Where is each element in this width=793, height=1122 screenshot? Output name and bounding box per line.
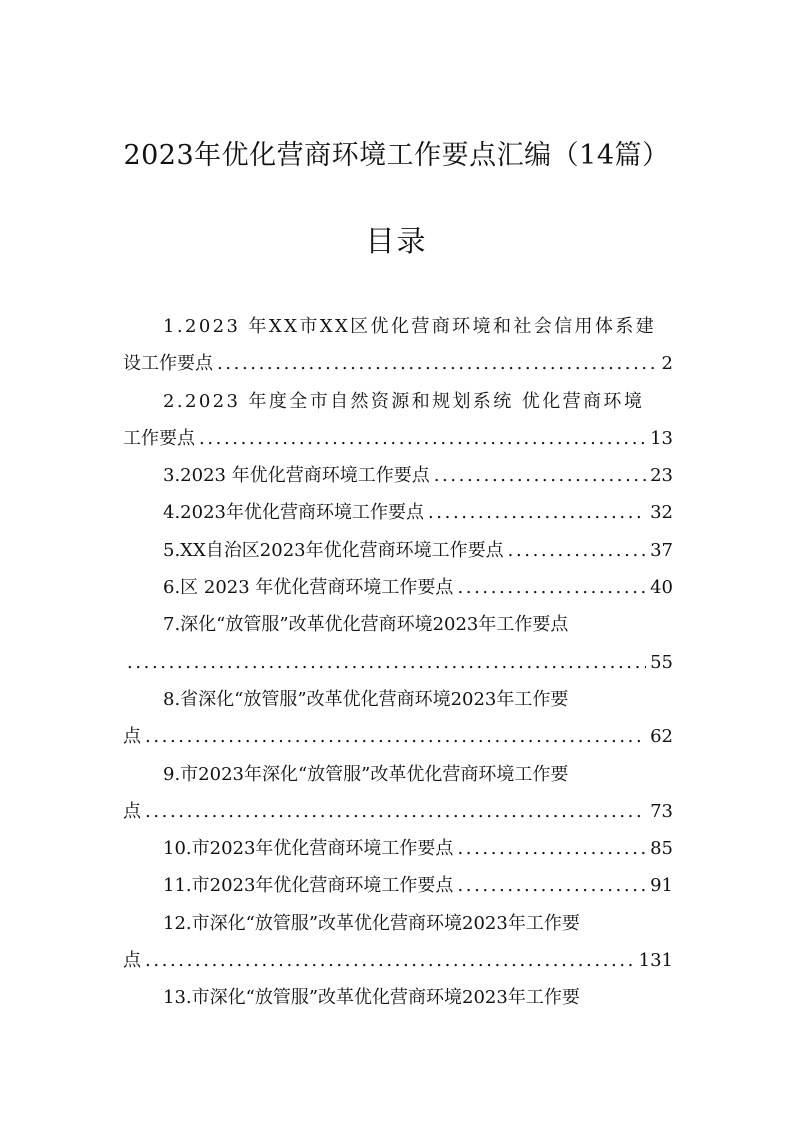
toc-entry-7-line1[interactable] [123, 606, 673, 643]
toc-page-number: 40 [650, 577, 673, 599]
toc-entry-11[interactable] [123, 867, 673, 904]
toc-page-number: 91 [650, 875, 673, 897]
toc-entry-title: 6.区 2023 年优化营商环境工作要点 [163, 577, 454, 599]
dot-leader [217, 345, 658, 382]
toc-entry-title-cont: 点 [123, 726, 141, 748]
toc-entry-4[interactable] [123, 494, 673, 531]
dot-leader [508, 532, 646, 569]
toc-entry-9-line1[interactable] [123, 756, 673, 793]
toc-entry-9-line2[interactable] [123, 793, 673, 830]
toc-entry-7-line2[interactable] [123, 644, 673, 681]
toc-entry-2-line2[interactable] [123, 420, 673, 457]
toc-entry-title-cont: 点 [123, 800, 141, 822]
toc-entry-title: 4.2023年优化营商环境工作要点 [163, 502, 424, 524]
toc-entry-title: 12.市深化“放管服”改革优化营商环境2023年工作要 [163, 912, 580, 934]
toc-entry-title: 13.市深化“放管服”改革优化营商环境2023年工作要 [163, 987, 580, 1009]
toc-page-number: 55 [650, 651, 673, 673]
toc-page-number: 37 [650, 539, 673, 561]
toc-entry-13-line1[interactable] [123, 979, 673, 1016]
toc-page-number: 62 [650, 726, 673, 748]
toc-page-number: 131 [638, 950, 673, 972]
toc-entry-12-line2[interactable] [123, 942, 673, 979]
toc-entry-title: 11.市2023年优化营商环境工作要点 [163, 875, 454, 897]
toc-page-number: 13 [650, 427, 673, 449]
toc-page-number: 73 [650, 800, 673, 822]
toc-entry-2-line1[interactable] [123, 383, 673, 420]
toc-entry-1-line2[interactable] [123, 345, 673, 382]
dot-leader [434, 457, 646, 494]
toc-entry-title-cont: 点 [123, 950, 141, 972]
toc-page-number: 85 [650, 838, 673, 860]
toc-page-number: 23 [650, 465, 673, 487]
dot-leader [457, 867, 646, 904]
toc-entry-title: 2.2023 年度全市自然资源和规划系统 优化营商环境 [163, 390, 645, 412]
toc-entry-title: 7.深化“放管服”改革优化营商环境2023年工作要点 [163, 614, 569, 636]
toc-heading: 目录 [365, 224, 428, 258]
toc-entry-title: 5.XX自治区2023年优化营商环境工作要点 [163, 539, 504, 561]
toc-entry-title: 9.市2023年深化“放管服”改革优化营商环境工作要 [163, 763, 569, 785]
toc-entry-title-cont: 设工作要点 [123, 353, 213, 375]
dot-leader [457, 830, 646, 867]
dot-leader [199, 420, 646, 457]
toc-entry-1-line1[interactable] [123, 308, 673, 345]
toc-entry-8-line1[interactable] [123, 681, 673, 718]
toc-entry-8-line2[interactable] [123, 718, 673, 755]
dot-leader [127, 644, 646, 681]
toc-entry-title: 1.2023 年XX市XX区优化营商环境和社会信用体系建 [163, 316, 657, 337]
dot-leader [428, 494, 646, 531]
toc-entry-12-line1[interactable] [123, 905, 673, 942]
toc-entry-6[interactable] [123, 569, 673, 606]
toc-page-number: 2 [661, 353, 673, 375]
dot-leader [457, 569, 646, 606]
dot-leader [145, 793, 646, 830]
toc-entry-title: 3.2023 年优化营商环境工作要点 [163, 465, 430, 487]
toc-entry-5[interactable] [123, 532, 673, 569]
toc-entry-title: 10.市2023年优化营商环境工作要点 [163, 838, 454, 860]
document-title: 2023年优化营商环境工作要点汇编（14篇） [123, 140, 670, 171]
toc-page-number: 32 [650, 502, 673, 524]
toc-entry-10[interactable] [123, 830, 673, 867]
toc-entry-3[interactable] [123, 457, 673, 494]
toc-entry-title-cont: 工作要点 [123, 427, 195, 449]
dot-leader [145, 718, 646, 755]
table-of-contents [123, 308, 673, 1017]
dot-leader [145, 942, 635, 979]
toc-entry-title: 8.省深化“放管服”改革优化营商环境2023年工作要 [163, 688, 569, 710]
